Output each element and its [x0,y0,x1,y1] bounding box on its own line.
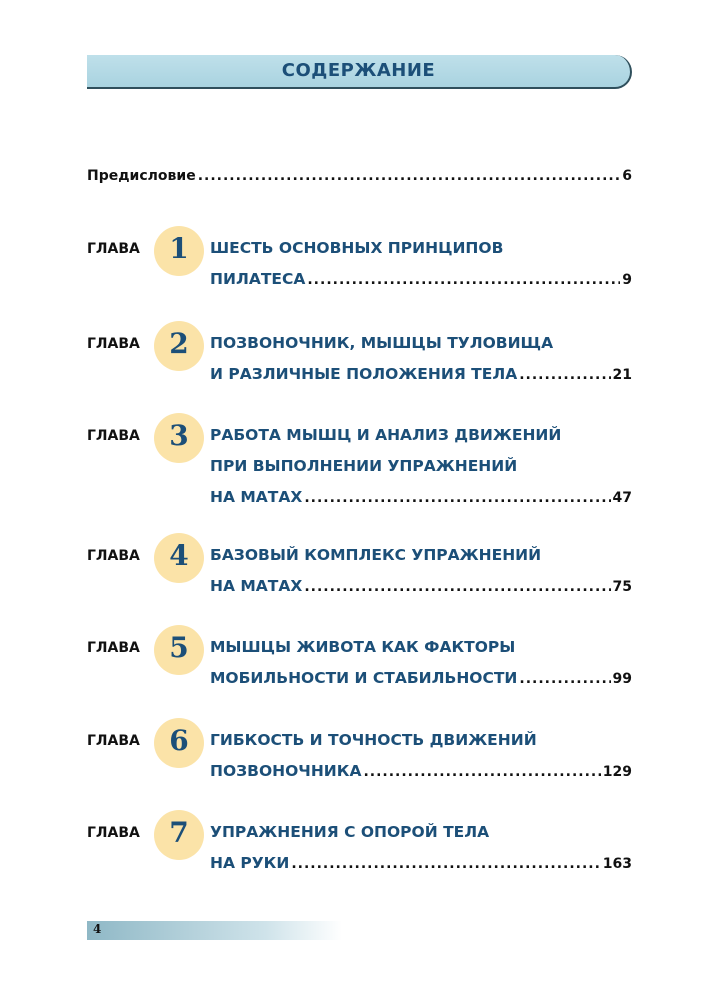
chapter-number: 4 [169,539,189,572]
chapter-number: 7 [169,816,189,849]
toc-entry-preface[interactable] [87,168,632,184]
chapter-title-line: ГИБКОСТЬ И ТОЧНОСТЬ ДВИЖЕНИЙ [210,731,537,749]
chapter-title-text: ПОЗВОНОЧНИКА [210,762,362,780]
chapter-title-text: И РАЗЛИЧНЫЕ ПОЛОЖЕНИЯ ТЕЛА [210,365,518,383]
chapter-number-badge [154,810,204,860]
chapter-number: 3 [169,419,189,452]
chapter-title-line: МЫШЦЫ ЖИВОТА КАК ФАКТОРЫ [210,638,516,656]
dot-leader [363,757,600,787]
entry-page: 9 [622,272,632,288]
chapter-title-line: РАБОТА МЫШЦ И АНАЛИЗ ДВИЖЕНИЙ [210,426,562,444]
chapter-title-text: НА МАТАХ [210,488,303,506]
footer-bar [87,921,342,940]
chapter-title-line [210,264,632,295]
chapter-number: 6 [169,724,189,757]
entry-page: 21 [612,367,632,383]
dot-leader [307,265,620,295]
entry-page: 129 [602,764,632,780]
entry-page: 6 [622,168,632,184]
entry-label: Предисловие [87,168,196,184]
entry-page: 47 [612,490,632,506]
dot-leader [304,572,610,602]
chapter-title-text: МОБИЛЬНОСТИ И СТАБИЛЬНОСТИ [210,669,518,687]
chapter-number: 5 [169,631,189,664]
chapter-title-line: ШЕСТЬ ОСНОВНЫХ ПРИНЦИПОВ [210,239,504,257]
chapter-label: ГЛАВА [87,825,140,841]
page-number: 4 [93,922,102,936]
dot-leader [304,483,610,513]
entry-page: 163 [602,856,632,872]
toc-entry-chapter-4[interactable] [87,540,632,620]
chapter-title-line: УПРАЖНЕНИЯ С ОПОРОЙ ТЕЛА [210,823,490,841]
page-title: СОДЕРЖАНИЕ [281,60,436,81]
chapter-number-badge [154,413,204,463]
chapter-title-line [210,848,632,879]
entry-page: 99 [612,671,632,687]
toc-entry-chapter-3[interactable] [87,419,632,506]
chapter-title-line [210,482,632,513]
toc-entry-chapter-2[interactable] [87,328,632,408]
toc-header [87,55,632,89]
chapter-title-text: ПИЛАТЕСА [210,270,306,288]
toc-entry-chapter-7[interactable] [87,817,632,897]
chapter-title-line [210,571,632,602]
chapter-label: ГЛАВА [87,428,140,444]
chapter-label: ГЛАВА [87,548,140,564]
chapter-number-badge [154,718,204,768]
dot-leader [519,360,610,390]
chapter-label: ГЛАВА [87,640,140,656]
chapter-title-line [210,663,632,694]
chapter-number-badge [154,226,204,276]
chapter-number: 2 [169,327,189,360]
chapter-label: ГЛАВА [87,336,140,352]
chapter-title-line: ПОЗВОНОЧНИК, МЫШЦЫ ТУЛОВИЩА [210,334,554,352]
chapter-title-text: НА РУКИ [210,854,290,872]
chapter-title-text: НА МАТАХ [210,577,303,595]
chapter-title-line [210,756,632,787]
toc-entry-chapter-1[interactable] [87,233,632,313]
toc-entry-chapter-5[interactable] [87,632,632,712]
chapter-label: ГЛАВА [87,733,140,749]
chapter-number-badge [154,625,204,675]
chapter-number: 1 [169,232,189,265]
chapter-title-line: ПРИ ВЫПОЛНЕНИИ УПРАЖНЕНИЙ [210,457,518,475]
chapter-number-badge [154,321,204,371]
toc-entry-chapter-6[interactable] [87,725,632,805]
chapter-title-line [210,359,632,390]
chapter-title-line: БАЗОВЫЙ КОМПЛЕКС УПРАЖНЕНИЙ [210,546,542,564]
chapter-number-badge [154,533,204,583]
dot-leader [519,664,610,694]
dot-leader [291,849,600,879]
dot-leader [198,168,621,184]
chapter-label: ГЛАВА [87,241,140,257]
entry-page: 75 [612,579,632,595]
